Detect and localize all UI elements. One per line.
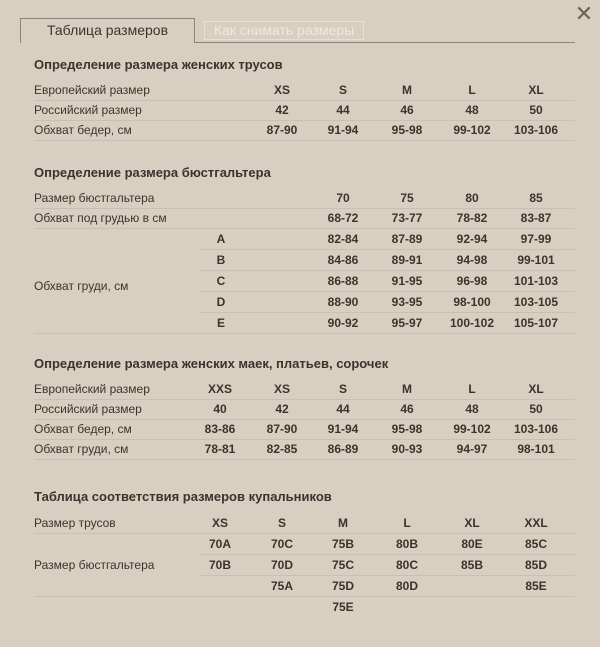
swim-section-title: Таблица соответствия размеров купальников xyxy=(34,489,332,504)
table-cell: 48 xyxy=(465,103,479,117)
table-cell: M xyxy=(402,382,412,396)
row-label: Обхват груди, см xyxy=(34,442,129,456)
table-cell: 87-90 xyxy=(266,123,298,137)
row-label: Обхват бедер, см xyxy=(34,422,132,436)
row-label: Обхват груди, см xyxy=(34,279,129,293)
table-cell: 91-95 xyxy=(391,274,423,288)
table-cell: XXS xyxy=(207,382,232,396)
table-cell: 85C xyxy=(524,537,547,551)
bra-label-row xyxy=(34,555,194,575)
table-cell: 44 xyxy=(336,402,350,416)
row-label: Российский размер xyxy=(34,103,142,117)
table-cell: 48 xyxy=(465,402,479,416)
table-cell: 103-106 xyxy=(513,123,559,137)
row-label: Европейский размер xyxy=(34,382,150,396)
table-row xyxy=(34,439,575,460)
table-row xyxy=(34,399,575,420)
table-cell: 80B xyxy=(395,537,418,551)
table-cell: 94-97 xyxy=(456,442,488,456)
table-cell: 95-97 xyxy=(391,316,423,330)
table-cell: 68-72 xyxy=(327,211,359,225)
row-divider xyxy=(34,333,200,334)
table-cell: L xyxy=(468,382,476,396)
table-row xyxy=(34,188,575,209)
table-cell: 70 xyxy=(336,191,350,205)
table-cell: 100-102 xyxy=(449,316,495,330)
row-label: Обхват бедер, см xyxy=(34,123,132,137)
table-cell: L xyxy=(468,83,476,97)
table-cell: 87-90 xyxy=(266,422,298,436)
table-cell: M xyxy=(402,83,412,97)
table-cell: 40 xyxy=(213,402,227,416)
table-cell: 90-92 xyxy=(327,316,359,330)
table-cell: 98-101 xyxy=(517,442,555,456)
table-cell: 95-98 xyxy=(391,123,423,137)
row-divider xyxy=(200,333,575,334)
row-label: Размер бюстгальтера xyxy=(34,191,155,205)
table-cell: XS xyxy=(211,516,228,530)
table-cell: 87-89 xyxy=(391,232,423,246)
table-row xyxy=(34,597,575,617)
table-cell: S xyxy=(338,382,347,396)
table-cell: 99-102 xyxy=(453,422,491,436)
table-cell: XL xyxy=(464,516,480,530)
table-cell: 70A xyxy=(208,537,231,551)
table-cell: 75C xyxy=(331,558,354,572)
table-cell: XS xyxy=(273,382,290,396)
row-label: Российский размер xyxy=(34,402,142,416)
table-cell: 88-90 xyxy=(327,295,359,309)
table-cell: 70B xyxy=(208,558,231,572)
table-cell: 50 xyxy=(529,402,543,416)
table-cell: XXL xyxy=(524,516,548,530)
table-cell: 85 xyxy=(529,191,543,205)
table-cell: 50 xyxy=(529,103,543,117)
table-cell: 78-81 xyxy=(204,442,236,456)
table-cell: L xyxy=(403,516,411,530)
table-cell: 93-95 xyxy=(391,295,423,309)
table-cell: 46 xyxy=(400,103,414,117)
table-cell: XS xyxy=(273,83,290,97)
table-cell: 85B xyxy=(460,558,483,572)
table-cell: M xyxy=(338,516,348,530)
table-cell: 101-103 xyxy=(513,274,559,288)
tab-size-table[interactable]: Таблица размеров xyxy=(20,18,195,43)
table-cell: 44 xyxy=(336,103,350,117)
table-cell: XL xyxy=(528,83,544,97)
panties-section-title: Определение размера женских трусов xyxy=(34,57,283,72)
tab-how-to-measure[interactable]: Как снимать размеры xyxy=(204,21,364,40)
table-row xyxy=(34,419,575,440)
bust-label-row xyxy=(34,276,194,296)
table-cell: 73-77 xyxy=(391,211,423,225)
table-cell: 103-105 xyxy=(513,295,559,309)
cup-label: C xyxy=(216,274,226,288)
table-cell: 86-88 xyxy=(327,274,359,288)
row-label: Размер бюстгальтера xyxy=(34,558,155,572)
table-row xyxy=(34,229,575,249)
table-cell: 89-91 xyxy=(391,253,423,267)
table-cell: 80D xyxy=(395,579,418,593)
row-label: Европейский размер xyxy=(34,83,150,97)
cup-label: E xyxy=(216,316,225,330)
table-cell: 95-98 xyxy=(391,422,423,436)
table-cell: S xyxy=(277,516,286,530)
cup-label: A xyxy=(216,232,226,246)
table-row xyxy=(34,80,575,101)
table-cell: 103-106 xyxy=(513,422,559,436)
table-cell: XL xyxy=(528,382,544,396)
table-cell: 75E xyxy=(332,600,354,614)
bra-section-title: Определение размера бюстгальтера xyxy=(34,165,271,180)
table-row xyxy=(34,208,575,229)
table-cell: 99-102 xyxy=(453,123,491,137)
table-cell: 42 xyxy=(275,103,289,117)
table-row xyxy=(34,120,575,141)
table-cell: 86-89 xyxy=(327,442,359,456)
table-cell: 46 xyxy=(400,402,414,416)
row-divider xyxy=(34,596,200,597)
table-cell: 105-107 xyxy=(513,316,559,330)
table-cell: 75A xyxy=(270,579,293,593)
table-cell: 80 xyxy=(465,191,479,205)
table-cell: 85E xyxy=(525,579,547,593)
table-cell: 91-94 xyxy=(327,422,359,436)
table-cell: 78-82 xyxy=(456,211,488,225)
table-cell: 42 xyxy=(275,402,289,416)
table-row xyxy=(34,534,575,554)
tab-bar xyxy=(20,18,575,43)
table-cell: 96-98 xyxy=(456,274,488,288)
table-cell: 75B xyxy=(331,537,354,551)
table-cell: 80E xyxy=(461,537,483,551)
table-row xyxy=(34,379,575,400)
table-cell: 75D xyxy=(331,579,354,593)
table-cell: 83-87 xyxy=(520,211,552,225)
table-cell: 85D xyxy=(524,558,547,572)
table-row xyxy=(34,250,575,270)
table-cell: S xyxy=(338,83,347,97)
row-label: Размер трусов xyxy=(34,516,116,530)
table-row xyxy=(34,100,575,121)
table-cell: 70C xyxy=(270,537,293,551)
table-cell: 97-99 xyxy=(520,232,552,246)
table-row xyxy=(34,513,575,534)
table-row xyxy=(34,576,575,596)
cup-label: D xyxy=(216,295,226,309)
table-cell: 90-93 xyxy=(391,442,423,456)
cup-label: B xyxy=(216,253,226,267)
tops-section-title: Определение размера женских маек, платьев, сорочек xyxy=(34,356,389,371)
table-row xyxy=(34,313,575,333)
table-cell: 92-94 xyxy=(456,232,488,246)
table-cell: 98-100 xyxy=(453,295,491,309)
table-cell: 84-86 xyxy=(327,253,359,267)
table-cell: 99-101 xyxy=(517,253,555,267)
table-cell: 75 xyxy=(400,191,414,205)
close-icon[interactable]: ✕ xyxy=(574,2,594,27)
table-cell: 82-85 xyxy=(266,442,298,456)
row-label: Обхват под грудью в см xyxy=(34,211,167,225)
table-cell: 94-98 xyxy=(456,253,488,267)
table-cell: 82-84 xyxy=(327,232,359,246)
table-cell: 80C xyxy=(395,558,418,572)
table-cell: 91-94 xyxy=(327,123,359,137)
table-cell: 83-86 xyxy=(204,422,236,436)
table-cell: 70D xyxy=(270,558,293,572)
